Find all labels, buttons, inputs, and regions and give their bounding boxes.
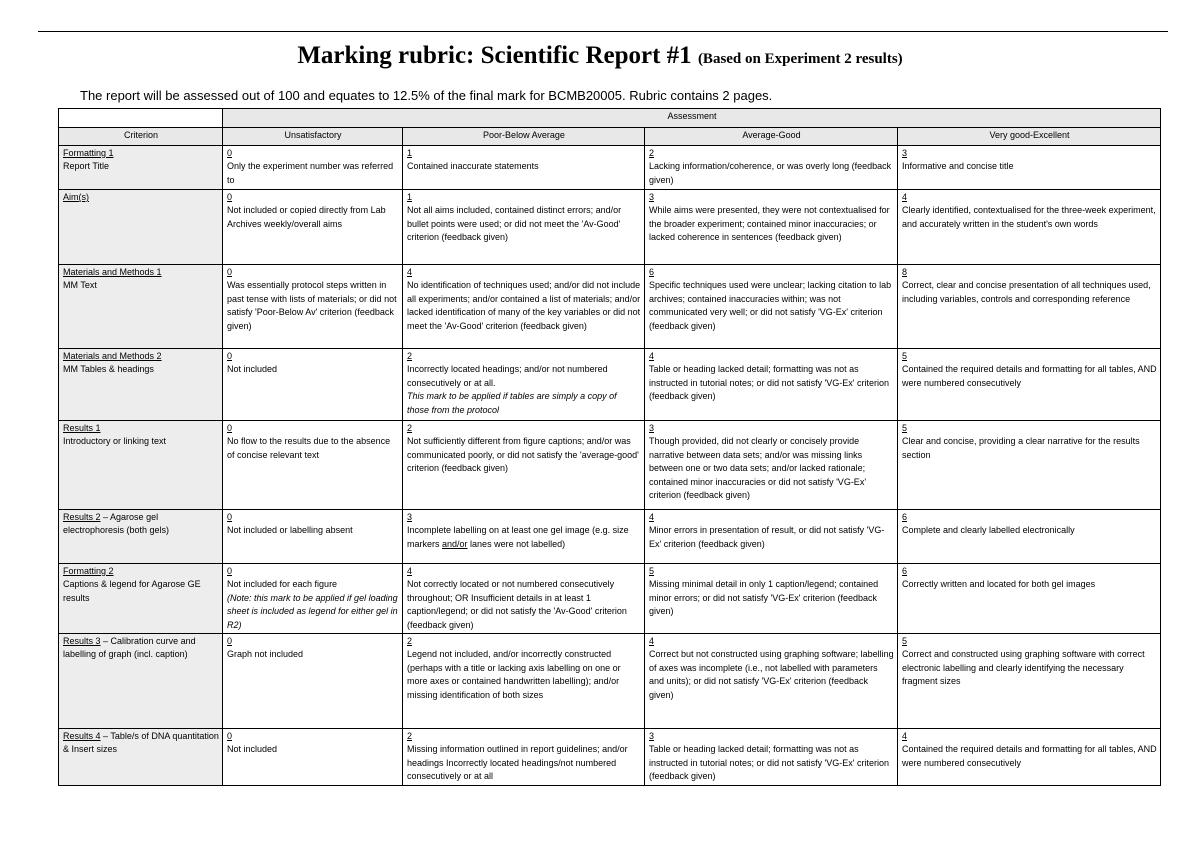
mark-value: 5 <box>902 351 908 361</box>
descriptor-text: Not correctly located or not numbered consecutively throughout; OR Insufficient details in at least 1 caption/legend; or did not satisfy the 'Av-Good' criterion (feedback given) <box>407 579 627 630</box>
unsatisfactory-cell <box>223 634 403 729</box>
average-cell <box>645 421 898 510</box>
descriptor-text: Lacking information/coherence, or was overly long (feedback given) <box>649 161 892 185</box>
mark-value: 4 <box>649 512 655 522</box>
rubric-table <box>58 108 1161 786</box>
mark-value: 6 <box>902 566 908 576</box>
mark-value: 3 <box>649 731 655 741</box>
criterion-header: Criterion <box>59 128 223 146</box>
criterion-sub: MM Tables & headings <box>63 364 154 375</box>
unsatisfactory-cell <box>223 190 403 265</box>
poor-cell <box>403 634 645 729</box>
excellent-cell <box>898 729 1161 786</box>
mark-value: 2 <box>407 351 413 361</box>
rubric-row <box>59 349 1161 421</box>
criterion-name: Formatting 1 <box>63 148 114 158</box>
mark-value: 4 <box>407 267 413 277</box>
average-cell <box>645 729 898 786</box>
average-cell <box>645 349 898 421</box>
mark-value: 6 <box>649 267 655 277</box>
descriptor-text: Table or heading lacked detail; formatting was not as instructed in tutorial notes; or did not satisfy 'VG-Ex' criterion (feedback given) <box>649 364 890 402</box>
descriptor-text: Missing information outlined in report guidelines; and/or headings Incorrectly located headings/not numbered consecutively or at all <box>407 744 628 782</box>
poor-cell <box>403 421 645 510</box>
criterion-name: Materials and Methods 1 <box>63 267 162 277</box>
excellent-cell <box>898 265 1161 349</box>
descriptor-text: Table or heading lacked detail; formatting was not as instructed in tutorial notes; or did not satisfy 'VG-Ex' criterion (feedback given) <box>649 744 890 782</box>
mark-value: 3 <box>407 512 413 522</box>
criterion-name: Formatting 2 <box>63 566 114 576</box>
descriptor-text: Contained the required details and formatting for all tables, AND were numbered consecutively <box>902 744 1157 768</box>
criterion-cell <box>59 634 223 729</box>
mark-value: 0 <box>227 731 233 741</box>
unsatisfactory-cell <box>223 349 403 421</box>
rubric-row <box>59 634 1161 729</box>
rubric-body <box>59 146 1161 786</box>
criterion-name: Results 2 <box>63 512 101 522</box>
average-cell <box>645 634 898 729</box>
mark-value: 5 <box>902 423 908 433</box>
criterion-name-rest: – Table/s of DNA quantitation & Insert sizes <box>63 731 219 755</box>
unsatisfactory-cell <box>223 564 403 634</box>
mark-value: 2 <box>407 423 413 433</box>
descriptor-text: Not included <box>227 364 278 375</box>
excellent-header: Very good-Excellent <box>898 128 1161 146</box>
descriptor-text: No flow to the results due to the absence of concise relevant text <box>227 436 391 460</box>
average-cell <box>645 146 898 190</box>
descriptor-text: Was essentially protocol steps written in past tense with lists of materials; or did not satisfy 'Poor-Below Av' criterion (feedback given) <box>227 280 397 331</box>
criterion-cell <box>59 421 223 510</box>
poor-cell <box>403 349 645 421</box>
criterion-sub: MM Text <box>63 280 97 291</box>
mark-value: 0 <box>227 192 233 202</box>
descriptor-text: Not included or copied directly from Lab Archives weekly/overall aims <box>227 205 386 229</box>
descriptor-text: Though provided, did not clearly or concisely provide narrative between data sets; and/or was missing links between one or two data sets; and/or lacked rationale; contained minor inaccuracies or did not satisfy 'VG-Ex' criterion (feedback given) <box>649 436 867 501</box>
criterion-name: Results 4 <box>63 731 101 741</box>
descriptor-note: (Note: this mark to be applied if gel loading sheet is included as legend for either gel in R2) <box>227 592 398 630</box>
criterion-name-rest: – Agarose gel electrophoresis (both gels) <box>63 512 170 536</box>
excellent-cell <box>898 146 1161 190</box>
descriptor-text: Minor errors in presentation of result, or did not satisfy 'VG-Ex' criterion (feedback given) <box>649 525 885 549</box>
descriptor-text: While aims were presented, they were not contextualised for the broader experiment; contained minor inaccuracies; or lacked coherence in sentences (feedback given) <box>649 205 890 243</box>
mark-value: 1 <box>407 192 413 202</box>
top-rule <box>38 31 1168 32</box>
criterion-sub: Captions & legend for Agarose GE results <box>63 579 201 603</box>
unsatisfactory-cell <box>223 265 403 349</box>
page-title: Marking rubric: Scientific Report #1 (Based on Experiment 2 results) <box>297 42 903 69</box>
mark-value: 0 <box>227 267 233 277</box>
mark-value: 1 <box>407 148 413 158</box>
average-header: Average-Good <box>645 128 898 146</box>
mark-value: 3 <box>649 192 655 202</box>
assessment-header: Assessment <box>223 109 1161 128</box>
mark-value: 0 <box>227 351 233 361</box>
mark-value: 0 <box>227 423 233 433</box>
mark-value: 0 <box>227 566 233 576</box>
descriptor-note: This mark to be applied if tables are simply a copy of those from the protocol <box>407 391 617 415</box>
descriptor-underlined: and/or <box>442 538 468 549</box>
descriptor-text: Graph not included <box>227 649 304 660</box>
descriptor-text: No identification of techniques used; and/or did not include all experiments; and/or contained a list of materials; and/or lacked identification of many of the key variables or did not meet the 'Av-Good' criterion (feedback given) <box>407 280 641 331</box>
descriptor-text: Incorrectly located headings; and/or not numbered consecutively or at all. <box>407 364 608 388</box>
descriptor-text: Legend not included, and/or incorrectly constructed (perhaps with a title or lacking axis labelling on one or more axes or contained handwritten labelling); and/or missing identification of both sizes <box>407 649 621 700</box>
mark-value: 4 <box>902 731 908 741</box>
descriptor-text: Not included for each figure <box>227 579 338 590</box>
average-cell <box>645 190 898 265</box>
mark-value: 8 <box>902 267 908 277</box>
average-cell <box>645 265 898 349</box>
poor-header: Poor-Below Average <box>403 128 645 146</box>
descriptor-text: Correct, clear and concise presentation of all techniques used, including variables, controls and corresponding reference <box>902 280 1151 304</box>
descriptor-text: Correctly written and located for both gel images <box>902 579 1096 590</box>
descriptor-text: Not included or labelling absent <box>227 525 353 536</box>
criterion-cell <box>59 349 223 421</box>
mark-value: 6 <box>902 512 908 522</box>
mark-value: 3 <box>649 423 655 433</box>
mark-value: 2 <box>407 636 413 646</box>
mark-value: 0 <box>227 636 233 646</box>
criterion-name: Aim(s) <box>63 192 89 202</box>
intro-text: The report will be assessed out of 100 and equates to 12.5% of the final mark for BCMB20005. Rubric contains 2 pages. <box>80 88 773 103</box>
descriptor-text: Correct and constructed using graphing software with correct electronic labelling and clearly identifying the necessary fragment sizes <box>902 649 1145 687</box>
descriptor-text: Missing minimal detail in only 1 caption/legend; contained minor errors; or did not satisfy 'VG-Ex' criterion (feedback given) <box>649 579 879 617</box>
rubric-row <box>59 564 1161 634</box>
poor-cell <box>403 190 645 265</box>
mark-value: 5 <box>902 636 908 646</box>
mark-value: 0 <box>227 512 233 522</box>
rubric-row <box>59 729 1161 786</box>
mark-value: 0 <box>227 148 233 158</box>
excellent-cell <box>898 564 1161 634</box>
excellent-cell <box>898 634 1161 729</box>
descriptor-text: Informative and concise title <box>902 161 1014 172</box>
rubric-row <box>59 421 1161 510</box>
criterion-name: Materials and Methods 2 <box>63 351 162 361</box>
mark-value: 3 <box>902 148 908 158</box>
average-cell <box>645 510 898 564</box>
criterion-cell <box>59 146 223 190</box>
mark-value: 4 <box>902 192 908 202</box>
page-subtitle: (Based on Experiment 2 results) <box>697 51 903 67</box>
descriptor-text: Contained the required details and formatting for all tables, AND were numbered consecutively <box>902 364 1157 388</box>
criterion-sub: Report Title <box>63 161 110 172</box>
criterion-cell <box>59 510 223 564</box>
mark-value: 4 <box>407 566 413 576</box>
excellent-cell <box>898 190 1161 265</box>
descriptor-text: Contained inaccurate statements <box>407 161 539 172</box>
unsatisfactory-cell <box>223 510 403 564</box>
poor-cell <box>403 510 645 564</box>
descriptor-text: Clearly identified, contextualised for the three-week experiment, and accurately written in the student's own words <box>902 205 1156 229</box>
mark-value: 4 <box>649 351 655 361</box>
criterion-name: Results 1 <box>63 423 101 433</box>
descriptor-text: Correct but not constructed using graphing software; labelling of axes was incomplete (i.e., not labelled with parameters and units); or did not satisfy 'VG-Ex' criterion (feedback given) <box>649 649 894 700</box>
unsatisfactory-cell <box>223 146 403 190</box>
unsatisfactory-cell <box>223 729 403 786</box>
descriptor-text: Specific techniques used were unclear; lacking citation to lab archives; contained inaccuracies within; was not communicated very well; or did not satisfy 'VG-Ex' criterion (feedback given) <box>649 280 892 331</box>
unsatisfactory-header: Unsatisfactory <box>223 128 403 146</box>
descriptor-text: Clear and concise, providing a clear narrative for the results section <box>902 436 1140 460</box>
excellent-cell <box>898 349 1161 421</box>
mark-value: 2 <box>649 148 655 158</box>
criterion-cell <box>59 190 223 265</box>
average-cell <box>645 564 898 634</box>
mark-value: 4 <box>649 636 655 646</box>
rubric-row <box>59 265 1161 349</box>
descriptor-text: Only the experiment number was referred to <box>227 161 394 185</box>
criterion-sub: Introductory or linking text <box>63 436 167 447</box>
criterion-name-rest: – Calibration curve and labelling of graph (incl. caption) <box>63 636 196 660</box>
unsatisfactory-cell <box>223 421 403 510</box>
criterion-cell <box>59 729 223 786</box>
descriptor-text: Incomplete labelling on at least one gel image (e.g. size markers <box>407 525 629 549</box>
excellent-cell <box>898 510 1161 564</box>
descriptor-text: lanes were not labelled) <box>467 538 566 549</box>
poor-cell <box>403 146 645 190</box>
poor-cell <box>403 564 645 634</box>
criterion-cell <box>59 265 223 349</box>
poor-cell <box>403 265 645 349</box>
criterion-cell <box>59 564 223 634</box>
descriptor-text: Not all aims included, contained distinct errors; and/or bullet points were used; or did not meet the 'Av-Good' criterion (feedback given) <box>407 205 622 243</box>
rubric-row <box>59 190 1161 265</box>
descriptor-text: Not sufficiently different from figure captions; and/or was communicated poorly, or did not satisfy the 'average-good' criterion (feedback given) <box>407 436 639 474</box>
descriptor-text: Complete and clearly labelled electronically <box>902 525 1075 536</box>
poor-cell <box>403 729 645 786</box>
mark-value: 5 <box>649 566 655 576</box>
rubric-row <box>59 146 1161 190</box>
excellent-cell <box>898 421 1161 510</box>
rubric-row <box>59 510 1161 564</box>
criterion-name: Results 3 <box>63 636 101 646</box>
descriptor-text: Not included <box>227 744 278 755</box>
mark-value: 2 <box>407 731 413 741</box>
